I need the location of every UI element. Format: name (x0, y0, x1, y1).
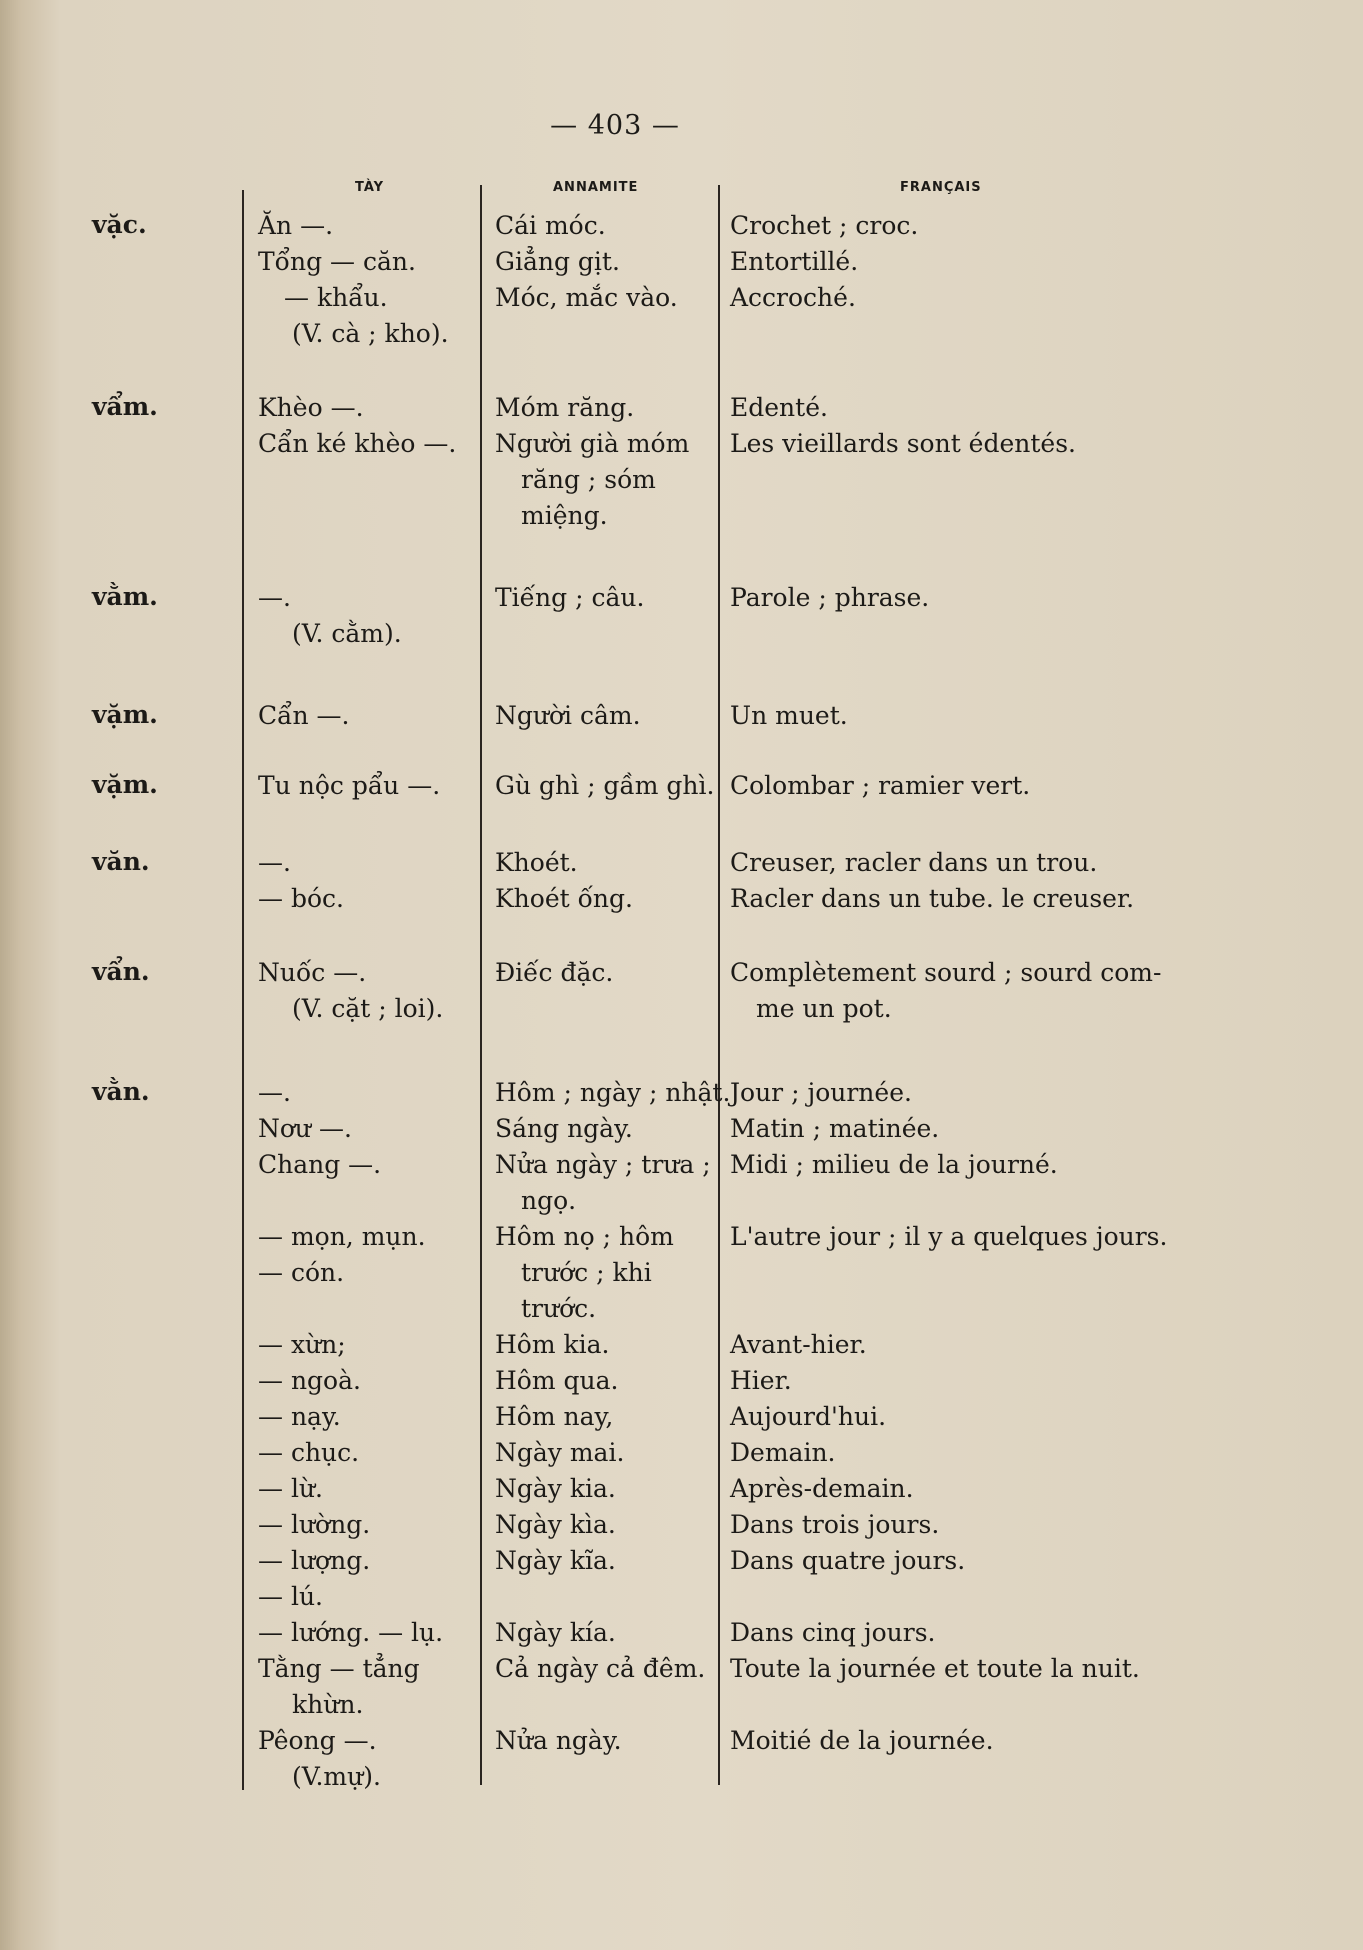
francais-line: Hier. (730, 1366, 792, 1395)
francais-line: Entortillé. (730, 247, 859, 276)
annamite-line: Ngày kĩa. (495, 1546, 616, 1575)
francais-line (730, 1687, 1200, 1723)
tay-line: Chang —. (258, 1150, 382, 1179)
entry-francais-column (730, 955, 1200, 1027)
tay-line: Khèo —. (258, 393, 364, 422)
annamite-line: Hôm ; ngày ; nhật. (495, 1078, 731, 1107)
francais-line: Creuser, racler dans un trou. (730, 848, 1098, 877)
francais-line: Racler dans un tube. le creuser. (730, 884, 1135, 913)
francais-line: me un pot. (756, 994, 892, 1023)
entry-francais-column (730, 845, 1200, 917)
entry-tay-column (258, 955, 478, 1027)
tay-line: Cẩn ké khèo —. (258, 429, 457, 458)
entry-francais-column (730, 768, 1200, 804)
entry-headword: vặc. (92, 210, 147, 239)
column-header-annamite: ANNAMITE (553, 180, 639, 195)
annamite-line: Hôm kia. (495, 1330, 610, 1359)
francais-line: Moitié de la journée. (730, 1726, 994, 1755)
annamite-line: Điếc đặc. (495, 958, 614, 987)
entry-annamite-column (495, 390, 723, 534)
entry-francais-column (730, 208, 1200, 316)
tay-line: Tu nộc pẩu —. (258, 771, 441, 800)
francais-line: Demain. (730, 1438, 836, 1467)
tay-line: khừn. (292, 1690, 364, 1719)
francais-line (730, 1183, 1200, 1219)
entry-annamite-column (495, 845, 723, 917)
francais-line: Dans cinq jours. (730, 1618, 936, 1647)
entry-headword: vặm. (92, 770, 158, 799)
annamite-line: Nửa ngày. (495, 1726, 622, 1755)
annamite-line: răng ; sóm (521, 465, 656, 494)
entry-annamite-column (495, 955, 723, 991)
tay-line: Cẩn —. (258, 701, 350, 730)
tay-line: —. (258, 583, 291, 612)
tay-line: Tằng — tẳng (258, 1654, 420, 1683)
annamite-line: Hôm nọ ; hôm (495, 1222, 674, 1251)
annamite-line: Cả ngày cả đêm. (495, 1654, 706, 1683)
entry-headword: vẩm. (92, 392, 158, 421)
annamite-line: Móm răng. (495, 393, 635, 422)
entry-headword: vặm. (92, 700, 158, 729)
entry-annamite-column (495, 768, 723, 804)
entry-annamite-column (495, 580, 723, 616)
tay-line: — lừ. (258, 1474, 323, 1503)
tay-line (258, 1291, 478, 1327)
tay-line (258, 1183, 478, 1219)
annamite-line: Người già móm (495, 429, 690, 458)
tay-line: — lú. (258, 1582, 323, 1611)
annamite-line: Sáng ngày. (495, 1114, 633, 1143)
annamite-line: trước ; khi (521, 1258, 652, 1287)
annamite-line: trước. (521, 1294, 597, 1323)
annamite-line: Ngày kía. (495, 1618, 616, 1647)
tay-line: — mọn, mụn. (258, 1222, 426, 1251)
francais-line: Midi ; milieu de la journé. (730, 1150, 1058, 1179)
francais-line: Parole ; phrase. (730, 583, 930, 612)
tay-line: — xừn; (258, 1330, 346, 1359)
francais-line: Avant-hier. (730, 1330, 867, 1359)
francais-line: Jour ; journée. (730, 1078, 912, 1107)
tay-line: Ăn —. (258, 211, 334, 240)
tay-line: (V. cặt ; loi). (292, 994, 444, 1023)
annamite-line (495, 1687, 723, 1723)
entry-headword: văn. (92, 847, 150, 876)
francais-line: Crochet ; croc. (730, 211, 919, 240)
annamite-line: Tiếng ; câu. (495, 583, 645, 612)
annamite-line: Khoét. (495, 848, 578, 877)
annamite-line: Người câm. (495, 701, 641, 730)
tay-line: Nơư —. (258, 1114, 352, 1143)
tay-line: — khẩu. (284, 283, 388, 312)
tay-line: — chục. (258, 1438, 360, 1467)
francais-line: Dans quatre jours. (730, 1546, 966, 1575)
annamite-line: ngọ. (521, 1186, 577, 1215)
tay-line: Nuốc —. (258, 958, 367, 987)
francais-line: Edenté. (730, 393, 828, 422)
annamite-line: Nửa ngày ; trưa ; (495, 1150, 711, 1179)
entry-francais-column (730, 390, 1200, 462)
tay-line: (V. cằm). (292, 619, 402, 648)
annamite-line: Hôm nay, (495, 1402, 614, 1431)
tay-line: — bóc. (258, 884, 344, 913)
entry-tay-column (258, 845, 478, 917)
francais-line: Après-demain. (730, 1474, 914, 1503)
annamite-line: Móc, mắc vào. (495, 283, 678, 312)
tay-line: — lướng. — lụ. (258, 1618, 444, 1647)
column-header-francais: FRANÇAIS (900, 180, 982, 195)
francais-line: Dans trois jours. (730, 1510, 940, 1539)
entry-headword: vẩn. (92, 957, 150, 986)
entry-francais-column (730, 698, 1200, 734)
francais-line: Matin ; matinée. (730, 1114, 940, 1143)
entry-headword: vằm. (92, 582, 158, 611)
francais-line (730, 1291, 1200, 1327)
annamite-line: Ngày mai. (495, 1438, 625, 1467)
annamite-line: Giẳng gịt. (495, 247, 620, 276)
entry-tay-column (258, 390, 478, 462)
tay-line: (V.mự). (292, 1762, 381, 1791)
tay-line: — lượng. (258, 1546, 371, 1575)
entry-tay-column (258, 1075, 478, 1795)
annamite-line: miệng. (521, 501, 608, 530)
tay-line: — ngoà. (258, 1366, 361, 1395)
entry-annamite-column (495, 1075, 731, 1759)
tay-line: —. (258, 848, 291, 877)
annamite-line: Hôm qua. (495, 1366, 619, 1395)
francais-line (730, 1255, 1200, 1291)
entry-tay-column (258, 580, 478, 652)
francais-line: Un muet. (730, 701, 848, 730)
tay-line: Tổng — căn. (258, 247, 416, 276)
annamite-line: Khoét ống. (495, 884, 633, 913)
tay-line: Pêong —. (258, 1726, 377, 1755)
francais-line: L'autre jour ; il y a quelques jours. (730, 1222, 1168, 1251)
tay-line: — cón. (258, 1258, 345, 1287)
column-rule-2 (480, 185, 482, 1785)
column-rule-1 (242, 190, 244, 1790)
francais-line: Aujourd'hui. (730, 1402, 887, 1431)
entry-francais-column (730, 580, 1200, 616)
tay-line: — lường. (258, 1510, 371, 1539)
entry-tay-column (258, 768, 478, 804)
entry-tay-column (258, 698, 478, 734)
entry-tay-column (258, 208, 478, 352)
page-number: — 403 — (550, 110, 680, 141)
entry-annamite-column (495, 208, 723, 316)
tay-line: —. (258, 1078, 291, 1107)
annamite-line (495, 1579, 723, 1615)
francais-line (730, 1579, 1200, 1615)
entry-annamite-column (495, 698, 723, 734)
annamite-line: Ngày kìa. (495, 1510, 616, 1539)
francais-line: Complètement sourd ; sourd com- (730, 958, 1162, 987)
column-header-tay: TÀY (355, 180, 385, 195)
tay-line: (V. cà ; kho). (292, 319, 449, 348)
annamite-line: Gù ghì ; gầm ghì. (495, 771, 715, 800)
francais-line: Toute la journée et toute la nuit. (730, 1654, 1140, 1683)
entry-headword: vằn. (92, 1077, 150, 1106)
francais-line: Les vieillards sont édentés. (730, 429, 1076, 458)
annamite-line: Ngày kia. (495, 1474, 616, 1503)
tay-line: — nạy. (258, 1402, 341, 1431)
entry-francais-column (730, 1075, 1200, 1759)
francais-line: Colombar ; ramier vert. (730, 771, 1031, 800)
annamite-line: Cái móc. (495, 211, 606, 240)
francais-line: Accroché. (730, 283, 856, 312)
